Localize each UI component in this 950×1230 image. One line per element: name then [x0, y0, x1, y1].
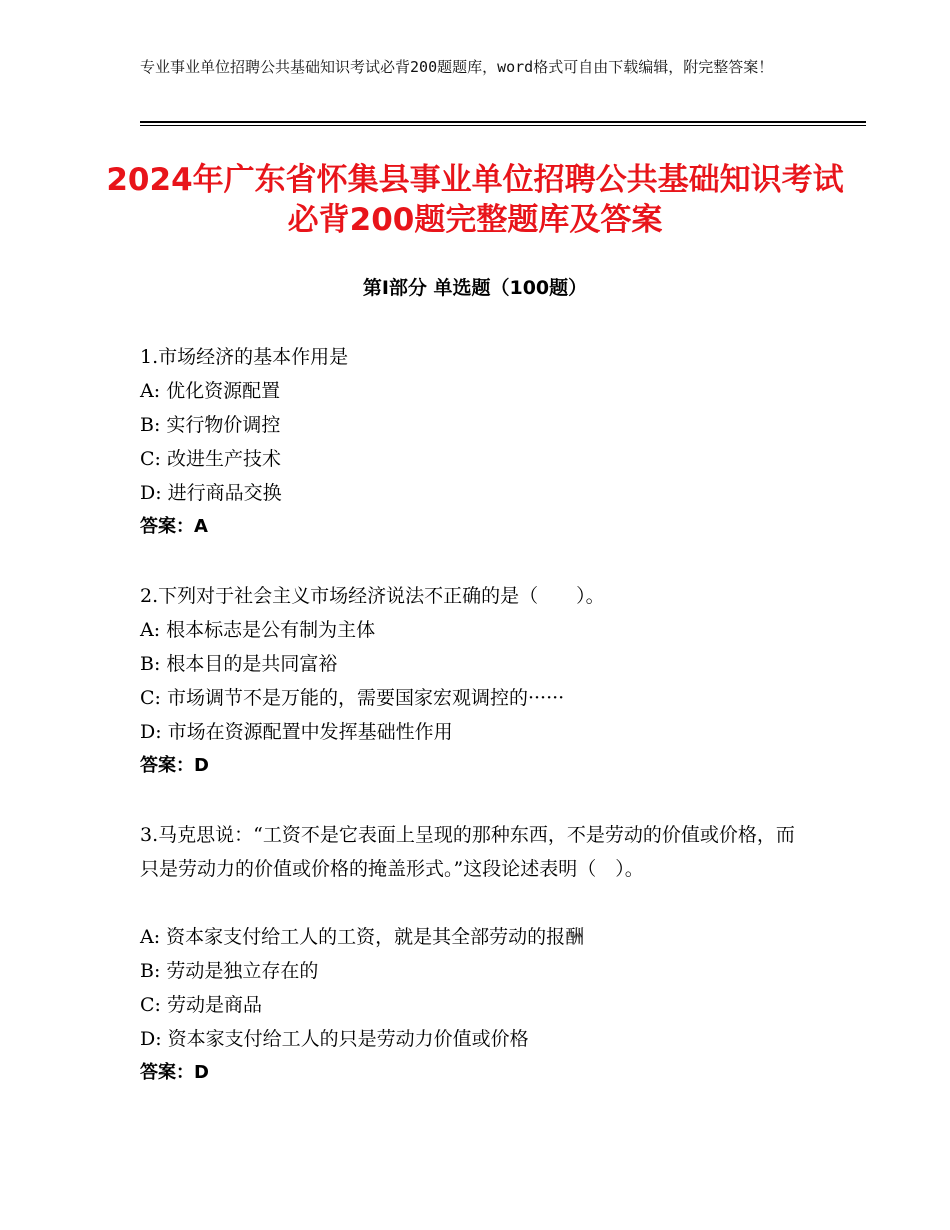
question-stem: 1.市场经济的基本作用是	[140, 346, 349, 368]
option-d: D: 市场在资源配置中发挥基础性作用	[140, 721, 453, 743]
option-a: A: 资本家支付给工人的工资，就是其全部劳动的报酬	[140, 926, 585, 948]
header-divider-thick	[140, 121, 866, 123]
header-note: 专业事业单位招聘公共基础知识考试必背200题题库，word格式可自由下载编辑，附完整答案！	[140, 58, 774, 76]
option-a: A: 优化资源配置	[140, 380, 281, 402]
option-c: C: 劳动是商品	[140, 994, 262, 1016]
header-divider-thin	[140, 125, 866, 126]
option-d: D: 资本家支付给工人的只是劳动力价值或价格	[140, 1028, 529, 1050]
answer: 答案：A	[140, 516, 208, 537]
option-c: C: 市场调节不是万能的，需要国家宏观调控的······	[140, 687, 565, 709]
answer: 答案：D	[140, 755, 209, 776]
option-a: A: 根本标志是公有制为主体	[140, 619, 376, 641]
option-b: B: 根本目的是共同富裕	[140, 653, 338, 675]
option-c: C: 改进生产技术	[140, 448, 281, 470]
question-stem: 3.马克思说：“工资不是它表面上呈现的那种东西，不是劳动的价值或价格，而只是劳动力的价值或价格的掩盖形式。”这段论述表明（ ）。	[140, 824, 795, 880]
answer: 答案：D	[140, 1062, 209, 1083]
section-heading: 第Ⅰ部分 单选题（100题）	[362, 277, 588, 299]
option-b: B: 劳动是独立存在的	[140, 960, 319, 982]
option-b: B: 实行物价调控	[140, 414, 281, 436]
document-title: 2024年广东省怀集县事业单位招聘公共基础知识考试必背200题完整题库及答案	[106, 162, 844, 238]
option-d: D: 进行商品交换	[140, 482, 282, 504]
question-stem: 2.下列对于社会主义市场经济说法不正确的是（ ）。	[140, 585, 605, 607]
